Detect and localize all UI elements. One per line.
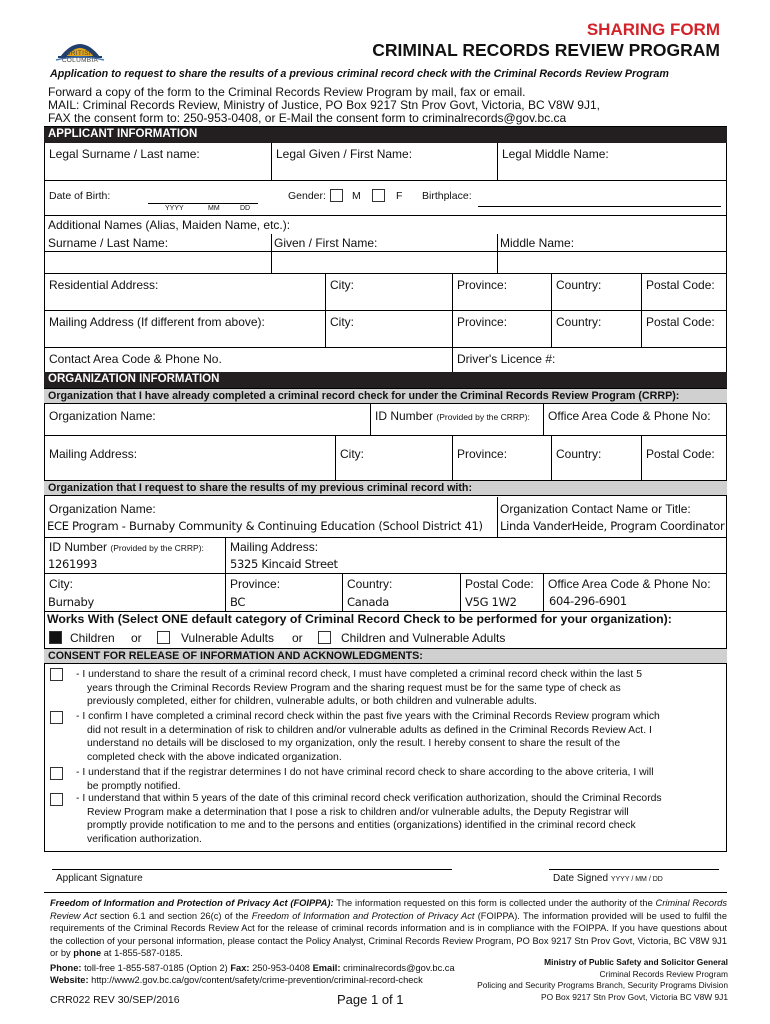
applicant-section-header: APPLICANT INFORMATION bbox=[44, 127, 727, 143]
or-text-2: or bbox=[292, 631, 303, 645]
consent-section-header: CONSENT FOR RELEASE OF INFORMATION AND ACKNOWLEDGMENTS: bbox=[44, 648, 727, 664]
org-city-label: City: bbox=[340, 447, 364, 461]
residential-city-label: City: bbox=[330, 278, 354, 292]
legal-given-name-label: Legal Given / First Name: bbox=[276, 147, 413, 161]
share-mailing-value[interactable]: 5325 Kincaid Street bbox=[230, 557, 338, 571]
children-and-vulnerable-adults-label: Children and Vulnerable Adults bbox=[341, 631, 506, 645]
org-province-label: Province: bbox=[457, 447, 508, 461]
consent-item-4: - I understand that within 5 years of the date of this criminal record check verification authorization, should the Criminal Records Review Program make a determination that I pose a risk to children and/or vulnerable adults, the Deputy Registrar will promptly provide notification to me and to the persons and entities (organizations) identified in the criminal record check verification authorization. bbox=[76, 793, 662, 845]
share-province-value[interactable]: BC bbox=[230, 595, 246, 609]
dob-mm-hint: MM bbox=[208, 205, 220, 212]
form-subtitle: Application to request to share the results of a previous criminal record check with the Criminal Records Review Program bbox=[50, 68, 669, 80]
organization-section-header: ORGANIZATION INFORMATION bbox=[44, 372, 727, 388]
program-title: CRIMINAL RECORDS REVIEW PROGRAM bbox=[372, 40, 720, 60]
applicant-signature-field[interactable] bbox=[52, 869, 452, 870]
consent-checkbox-2[interactable] bbox=[50, 711, 63, 724]
dob-label: Date of Birth: bbox=[49, 190, 111, 202]
share-city-label: City: bbox=[49, 577, 73, 591]
or-text-1: or bbox=[131, 631, 142, 645]
gender-male-label: M bbox=[352, 190, 361, 202]
share-org-name-label: Organization Name: bbox=[49, 502, 156, 516]
mail-line: MAIL: Criminal Records Review, Ministry of Justice, PO Box 9217 Stn Prov Govt, Victoria, BC V8W 9J1, bbox=[48, 98, 600, 112]
consent-checkbox-3[interactable] bbox=[50, 767, 63, 780]
residential-address-label: Residential Address: bbox=[49, 278, 159, 292]
share-phone-label: Office Area Code & Phone No: bbox=[548, 577, 711, 591]
children-checkbox[interactable] bbox=[49, 631, 62, 644]
residential-country-label: Country: bbox=[556, 278, 602, 292]
drivers-licence-label: Driver's Licence #: bbox=[457, 352, 556, 366]
alias-surname-label: Surname / Last Name: bbox=[48, 236, 169, 250]
share-city-value[interactable]: Burnaby bbox=[48, 595, 95, 609]
residential-province-label: Province: bbox=[457, 278, 508, 292]
share-phone-value[interactable]: 604-296-6901 bbox=[549, 594, 627, 608]
contact-line: Phone: toll-free 1-855-587-0185 (Option 2) Fax: 250-953-0408 Email: criminalrecords@gov.bc.ca bbox=[50, 963, 455, 973]
forward-line: Forward a copy of the form to the Criminal Records Review Program by mail, fax or email. bbox=[48, 85, 526, 99]
date-signed-label: Date Signed YYYY / MM / DD bbox=[553, 873, 663, 884]
share-country-value[interactable]: Canada bbox=[347, 595, 389, 609]
consent-item-3: - I understand that if the registrar determines I do not have criminal record check to share according to the above criteria, I will be promptly notified. bbox=[76, 767, 654, 792]
consent-checkbox-1[interactable] bbox=[50, 668, 63, 681]
children-label: Children bbox=[70, 631, 115, 645]
share-contact-value[interactable]: Linda VanderHeide, Program Coordinator bbox=[500, 519, 725, 533]
alias-given-label: Given / First Name: bbox=[274, 236, 378, 250]
share-postal-value[interactable]: V5G 1W2 bbox=[465, 595, 517, 609]
birthplace-field[interactable] bbox=[478, 206, 721, 207]
completed-org-heading: Organization that I have already completed a criminal record check for under the Criminal Records Review Program (CRRP): bbox=[44, 388, 727, 404]
org-postal-label: Postal Code: bbox=[646, 447, 715, 461]
share-postal-label: Postal Code: bbox=[465, 577, 534, 591]
share-country-label: Country: bbox=[347, 577, 393, 591]
share-org-heading: Organization that I request to share the results of my previous criminal record with: bbox=[44, 480, 727, 496]
vulnerable-adults-label: Vulnerable Adults bbox=[181, 631, 274, 645]
ministry-block: Ministry of Public Safety and Solicitor General Criminal Records Review Program Policing and Security Programs Branch, Security Programs Division PO Box 9217 Stn Prov Govt, Victoria BC V8W 9J1 bbox=[477, 957, 728, 1002]
logo-text: BRITISH COLUMBIA bbox=[61, 50, 99, 64]
mailing-country-label: Country: bbox=[556, 315, 602, 329]
birthplace-label: Birthplace: bbox=[422, 190, 472, 202]
legal-middle-name-label: Legal Middle Name: bbox=[502, 147, 609, 161]
page-number: Page 1 of 1 bbox=[337, 992, 404, 1007]
consent-item-1: - I understand to share the result of a criminal record check, I must have completed a criminal record check within the last 5 years through the Criminal Records Review Program and the sharing request must be for the same type of check as previously completed, either for children, vulnerable adults, or both children and vulnerable adults. bbox=[76, 669, 642, 708]
vulnerable-adults-checkbox[interactable] bbox=[157, 631, 170, 644]
gender-female-checkbox[interactable] bbox=[372, 189, 385, 202]
dob-field[interactable] bbox=[148, 203, 258, 204]
gender-label: Gender: bbox=[288, 190, 326, 202]
form-revision: CRR022 REV 30/SEP/2016 bbox=[50, 994, 180, 1006]
share-province-label: Province: bbox=[230, 577, 281, 591]
consent-item-2: - I confirm I have completed a criminal record check within the past five years with the Criminal Records Review program which did not result in a determination of risk to children and/or vulnerable adults as defined in the Criminal Records Review Act. I understand no details will be disclosed to my organization, only the result. I hereby consent to share the result of the completed check with the above indicated organization. bbox=[76, 711, 660, 763]
applicant-signature-label: Applicant Signature bbox=[56, 873, 143, 884]
dob-dd-hint: DD bbox=[240, 205, 251, 212]
share-org-name-value[interactable]: ECE Program - Burnaby Community & Continuing Education (School District 41) bbox=[47, 519, 483, 533]
share-mailing-label: Mailing Address: bbox=[230, 540, 319, 554]
residential-postal-label: Postal Code: bbox=[646, 278, 715, 292]
mailing-province-label: Province: bbox=[457, 315, 508, 329]
mailing-address-label: Mailing Address (If different from above): bbox=[49, 315, 265, 329]
fax-line: FAX the consent form to: 250-953-0408, or E-Mail the consent form to criminalrecords@gov.bc.ca bbox=[48, 111, 567, 125]
org-name-label: Organization Name: bbox=[49, 409, 156, 423]
gender-male-checkbox[interactable] bbox=[330, 189, 343, 202]
gender-female-label: F bbox=[396, 190, 403, 202]
dob-yyyy-hint: YYYY bbox=[165, 205, 184, 212]
form-type-title: SHARING FORM bbox=[586, 20, 720, 39]
share-id-label: ID Number (Provided by the CRRP): bbox=[49, 540, 204, 554]
works-with-heading: Works With (Select ONE default category of Criminal Record Check to be performed for your organization): bbox=[47, 612, 672, 626]
share-contact-label: Organization Contact Name or Title: bbox=[500, 502, 691, 516]
children-and-vulnerable-adults-checkbox[interactable] bbox=[318, 631, 331, 644]
consent-checkbox-4[interactable] bbox=[50, 793, 63, 806]
contact-phone-label: Contact Area Code & Phone No. bbox=[49, 352, 222, 366]
mailing-postal-label: Postal Code: bbox=[646, 315, 715, 329]
additional-names-label: Additional Names (Alias, Maiden Name, etc.): bbox=[48, 218, 291, 232]
org-mailing-label: Mailing Address: bbox=[49, 447, 138, 461]
share-id-value[interactable]: 1261993 bbox=[48, 557, 98, 571]
date-signed-field[interactable] bbox=[549, 869, 719, 870]
legal-surname-label: Legal Surname / Last name: bbox=[49, 147, 200, 161]
foippa-notice: Freedom of Information and Protection of Privacy Act (FOIPPA): The information requested on this form is collected under the authority of the Criminal Records Review Act section 6.1 and section 26(c) of the Freedom of Information and Protection of Privacy Act (FOIPPA). The information provided will be used to fulfil the requirements of the Criminal Records Review Act for the release of criminal records information and is in compliance with the FOIPPA. If you have questions about the collection of your personal information, please contact the Policy Analyst, Criminal Records Review Program, PO Box 9217 Stn Prov Govt, Victoria, BC V8W 9J1 or by phone at 1-855-587-0185. bbox=[50, 898, 728, 959]
alias-middle-label: Middle Name: bbox=[500, 236, 575, 250]
org-office-phone-label: Office Area Code & Phone No: bbox=[548, 409, 711, 423]
org-id-label: ID Number (Provided by the CRRP): bbox=[375, 409, 530, 423]
mailing-city-label: City: bbox=[330, 315, 354, 329]
website-line: Website: http://www2.gov.bc.ca/gov/content/safety/crime-prevention/criminal-record-check bbox=[50, 975, 423, 985]
org-country-label: Country: bbox=[556, 447, 602, 461]
